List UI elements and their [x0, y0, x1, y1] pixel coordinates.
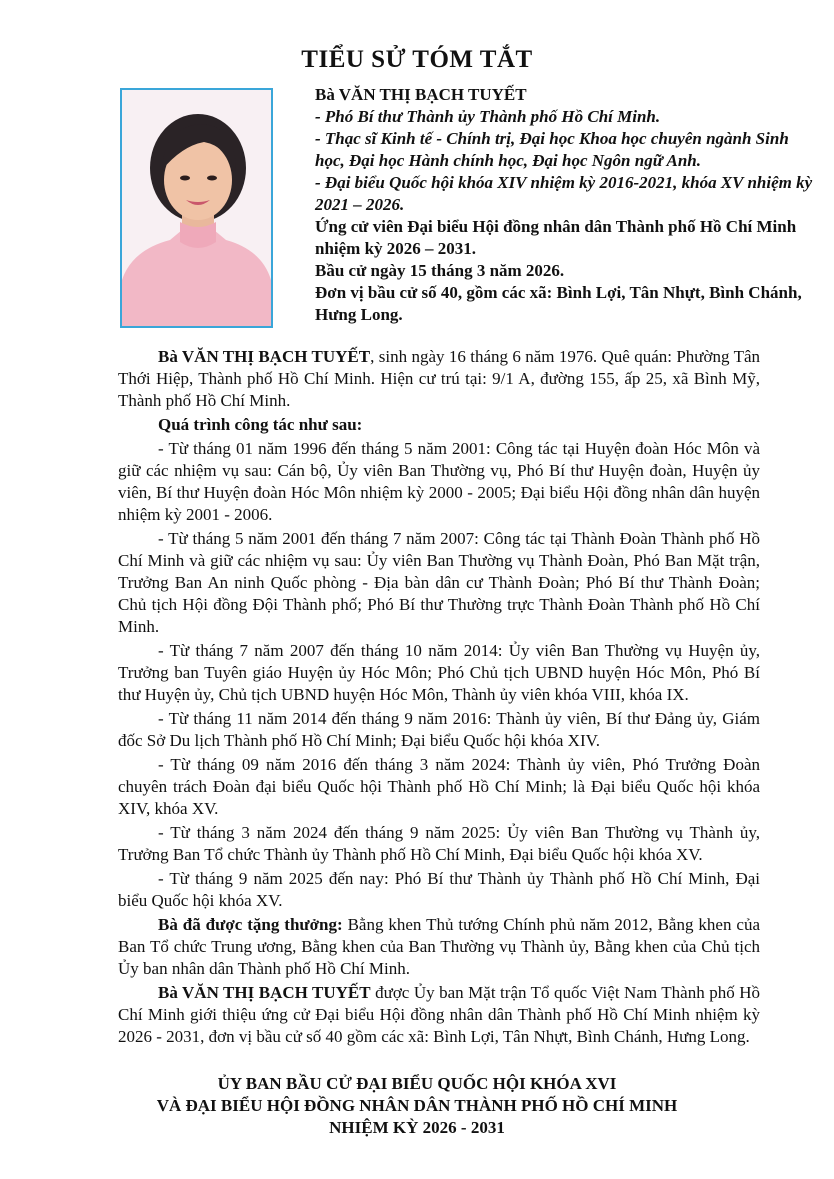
career-item: - Từ tháng 09 năm 2016 đến tháng 3 năm 2024: Thành ủy viên, Phó Trưởng Đoàn chuyên trách Đoàn đại biểu Quốc hội Thành phố Hồ Chí Minh; là Đại biểu Quốc hội khóa XIV, khóa XV.: [118, 755, 760, 818]
footer-line-2: VÀ ĐẠI BIỂU HỘI ĐỒNG NHÂN DÂN THÀNH PHỐ HỒ CHÍ MINH: [156, 1096, 678, 1115]
document-title: TIỂU SỬ TÓM TẮT: [301, 46, 533, 73]
issuer-footer: [0, 1073, 834, 1139]
career-item: - Từ tháng 3 năm 2024 đến tháng 9 năm 2025: Ủy viên Ban Thường vụ Thành ủy, Trưởng Ban Tổ chức Thành ủy Thành phố Hồ Chí Minh, Đại biểu Quốc hội khóa XV.: [118, 823, 760, 864]
career-item: - Từ tháng 11 năm 2014 đến tháng 9 năm 2016: Thành ủy viên, Bí thư Đảng ủy, Giám đốc Sở Du lịch Thành phố Hồ Chí Minh; Đại biểu Quốc hội khóa XIV.: [118, 709, 760, 750]
portrait-photo: [120, 88, 273, 328]
summary-candidacy: Ứng cử viên Đại biểu Hội đồng nhân dân Thành phố Hồ Chí Minh nhiệm kỳ 2026 – 2031.: [315, 217, 797, 258]
summary-block: [315, 84, 815, 326]
summary-election-date: Bầu cử ngày 15 tháng 3 năm 2026.: [315, 261, 565, 280]
closing-name: Bà VĂN THỊ BẠCH TUYẾT: [158, 983, 371, 1002]
awards-paragraph: [118, 914, 760, 980]
footer-line-3: NHIỆM KỲ 2026 - 2031: [329, 1118, 505, 1137]
awards-heading: Bà đã được tặng thưởng:: [158, 915, 343, 934]
intro-paragraph: [118, 346, 760, 412]
career-item: - Từ tháng 7 năm 2007 đến tháng 10 năm 2014: Ủy viên Ban Thường vụ Huyện ủy, Trưởng ban Tuyên giáo Huyện ủy Hóc Môn; Phó Chủ tịch UBND huyện Hóc Môn, Phó Bí thư Huyện ủy, Chủ tịch UBND huyện Hóc Môn, Thành ủy viên khóa VIII, khóa IX.: [118, 641, 760, 704]
summary-education: - Thạc sĩ Kinh tế - Chính trị, Đại học Khoa học chuyên ngành Sinh học, Đại học Hành chính học, Đại học Ngôn ngữ Anh.: [315, 129, 789, 170]
career-item: - Từ tháng 9 năm 2025 đến nay: Phó Bí thư Thành ủy Thành phố Hồ Chí Minh, Đại biểu Quốc hội khóa XV.: [118, 869, 760, 910]
career-item: - Từ tháng 01 năm 1996 đến tháng 5 năm 2001: Công tác tại Huyện đoàn Hóc Môn và giữ các nhiệm vụ sau: Cán bộ, Ủy viên Ban Thường vụ, Phó Bí thư Huyện đoàn, Huyện ủy viên, Bí thư Huyện đoàn Hóc Môn nhiệm kỳ 2000 - 2005; Đại biểu Hội đồng nhân dân huyện nhiệm kỳ 2001 - 2006.: [118, 439, 760, 524]
biography-body: [118, 346, 760, 1050]
awards-text: Bằng khen Thủ tướng Chính phủ năm 2012, Bằng khen của Ban Tổ chức Trung ương, Bằng khen của Ban Thường vụ Thành ủy, Bằng khen của Chủ tịch Ủy ban nhân dân Thành phố Hồ Chí Minh.: [118, 915, 760, 978]
intro-text: , sinh ngày 16 tháng 6 năm 1976. Quê quán: Phường Tân Thới Hiệp, Thành phố Hồ Chí Minh. Hiện cư trú tại: 9/1 A, đường 155, ấp 25, xã Bình Mỹ, Thành phố Hồ Chí Minh.: [118, 347, 760, 410]
closing-text: được Ủy ban Mặt trận Tổ quốc Việt Nam Thành phố Hồ Chí Minh giới thiệu ứng cử Đại biểu Hội đồng nhân dân Thành phố Hồ Chí Minh nhiệm kỳ 2026 - 2031, đơn vị bầu cử số 40 gồm các xã: Bình Lợi, Tân Nhựt, Bình Chánh, Hưng Long.: [118, 983, 760, 1046]
summary-national-assembly: - Đại biểu Quốc hội khóa XIV nhiệm kỳ 2016-2021, khóa XV nhiệm kỳ 2021 – 2026.: [315, 173, 813, 214]
career-heading: Quá trình công tác như sau:: [158, 415, 363, 434]
summary-position: - Phó Bí thư Thành ủy Thành phố Hồ Chí Minh.: [315, 107, 661, 126]
intro-name: Bà VĂN THỊ BẠCH TUYẾT: [158, 347, 371, 366]
candidate-name: Bà VĂN THỊ BẠCH TUYẾT: [315, 85, 527, 104]
closing-paragraph: [118, 982, 760, 1048]
summary-constituency: Đơn vị bầu cử số 40, gồm các xã: Bình Lợi, Tân Nhựt, Bình Chánh, Hưng Long.: [315, 283, 802, 324]
footer-line-1: ỦY BAN BẦU CỬ ĐẠI BIỂU QUỐC HỘI KHÓA XVI: [217, 1074, 617, 1093]
career-item: - Từ tháng 5 năm 2001 đến tháng 7 năm 2007: Công tác tại Thành Đoàn Thành phố Hồ Chí Minh và giữ các nhiệm vụ sau: Ủy viên Ban Thường vụ Thành Đoàn, Phó Ban Mặt trận, Trưởng Ban An ninh Quốc phòng - Địa bàn dân cư Thành Đoàn; Phó Bí thư Thành Đoàn; Chủ tịch Hội đồng Đội Thành phố; Phó Bí thư Thường trực Thành Đoàn Thành phố Hồ Chí Minh.: [118, 529, 760, 636]
